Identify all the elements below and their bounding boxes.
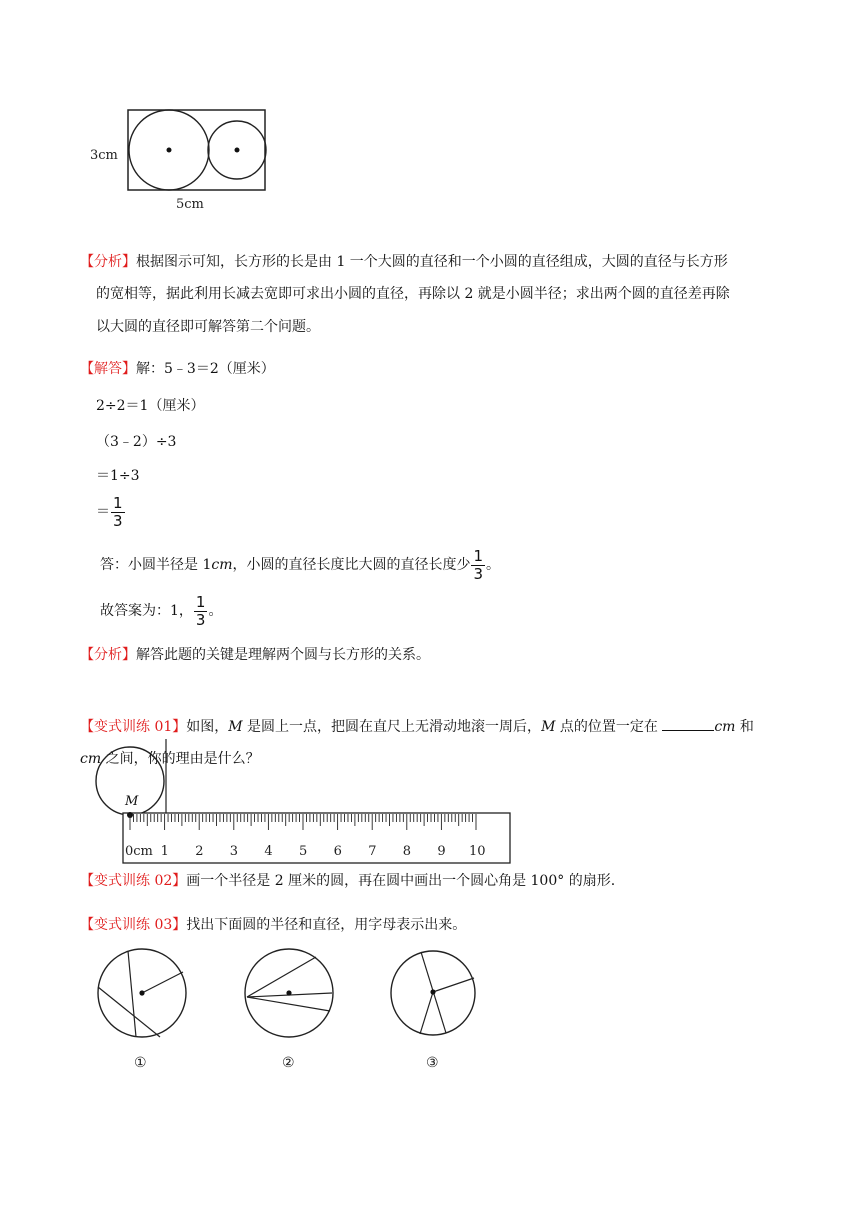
solution-tag: 【解答】 bbox=[80, 361, 136, 377]
solution-step-5: ＝ $\frac{1}{3}$ bbox=[96, 493, 123, 530]
analysis-2-line: 【分析】解答此题的关键是理解两个圆与长方形的关系。 bbox=[80, 647, 430, 663]
width-label: 5cm bbox=[176, 197, 204, 212]
ruler-tick-label: 4 bbox=[264, 844, 273, 859]
circle-2 bbox=[245, 949, 333, 1071]
exercise-1-line-1: 【变式训练 01】如图，M 是圆上一点，把圆在直尺上无滑动地滚一周后，M 点的位置一定在 cm 和 bbox=[80, 716, 754, 737]
answer-fraction: $\frac{1}{3}$ bbox=[473, 546, 484, 583]
ruler-tick-label: 1 bbox=[160, 844, 169, 859]
solution-step-3: （3﹣2）÷3 bbox=[96, 434, 177, 450]
circle-3-label: ③ bbox=[426, 1055, 439, 1071]
circles-figure bbox=[90, 945, 490, 1073]
circle-1-label: ① bbox=[134, 1055, 147, 1071]
solution-step-4: ＝1÷3 bbox=[96, 468, 140, 484]
ruler-tick-label: 0cm bbox=[125, 844, 153, 859]
height-label: 3cm bbox=[90, 148, 118, 163]
ruler-tick-label: 5 bbox=[299, 844, 308, 859]
ruler-figure bbox=[92, 735, 512, 867]
analysis-1-line-1: 【分析】根据图示可知，长方形的长是由 1 一个大圆的直径和一个小圆的直径组成，大圆的直径与长方形 bbox=[80, 254, 728, 270]
final-fraction: $\frac{1}{3}$ bbox=[195, 592, 206, 629]
final-answer-line: 故答案为：1， $\frac{1}{3}$ 。 bbox=[100, 592, 223, 629]
fraction-one-third: $\frac{1}{3}$ bbox=[113, 493, 123, 530]
ruler-tick-label: 6 bbox=[333, 844, 342, 859]
analysis-tag: 【分析】 bbox=[80, 254, 136, 270]
point-m-label: M bbox=[125, 794, 139, 809]
exercise-1-line-2: cm 之间，你的理由是什么？ bbox=[80, 751, 260, 767]
ruler-tick-label: 7 bbox=[368, 844, 377, 859]
solution-step-2: 2÷2＝1（厘米） bbox=[96, 398, 205, 414]
exercise-3-tag: 【变式训练 03】 bbox=[80, 917, 187, 933]
analysis-1-line-2: 的宽相等，据此利用长减去宽即可求出小圆的直径，再除以 2 就是小圆半径；求出两个圆的直径差再除 bbox=[96, 286, 730, 302]
exercise-2-tag: 【变式训练 02】 bbox=[80, 873, 187, 889]
ruler-tick-label: 3 bbox=[229, 844, 239, 859]
answer-line: 答：小圆半径是 1cm，小圆的直径长度比大圆的直径长度少 $\frac{1}{3}$ 。 bbox=[100, 546, 501, 583]
ruler-tick-label: 10 bbox=[469, 844, 486, 859]
ruler-tick-label: 8 bbox=[402, 844, 412, 859]
solution-line-1: 【解答】解：5﹣3＝2（厘米） bbox=[80, 361, 275, 377]
ruler-tick-label: 2 bbox=[195, 844, 204, 859]
exercise-2-line: 【变式训练 02】画一个半径是 2 厘米的圆，再在圆中画出一个圆心角是 100° 的扇形. bbox=[80, 873, 616, 889]
ruler-tick-label: 9 bbox=[437, 844, 446, 859]
circle-1 bbox=[98, 949, 186, 1071]
circle-2-label: ② bbox=[282, 1055, 295, 1071]
exercise-1-tag: 【变式训练 01】 bbox=[80, 719, 187, 735]
rectangle-circles-figure bbox=[88, 104, 288, 216]
analysis-1-line-3: 以大圆的直径即可解答第二个问题。 bbox=[96, 319, 320, 335]
answer-blank[interactable] bbox=[662, 716, 714, 731]
circle-3 bbox=[391, 951, 475, 1071]
analysis-2-tag: 【分析】 bbox=[80, 647, 136, 663]
exercise-3-line: 【变式训练 03】找出下面圆的半径和直径，用字母表示出来。 bbox=[80, 917, 467, 933]
